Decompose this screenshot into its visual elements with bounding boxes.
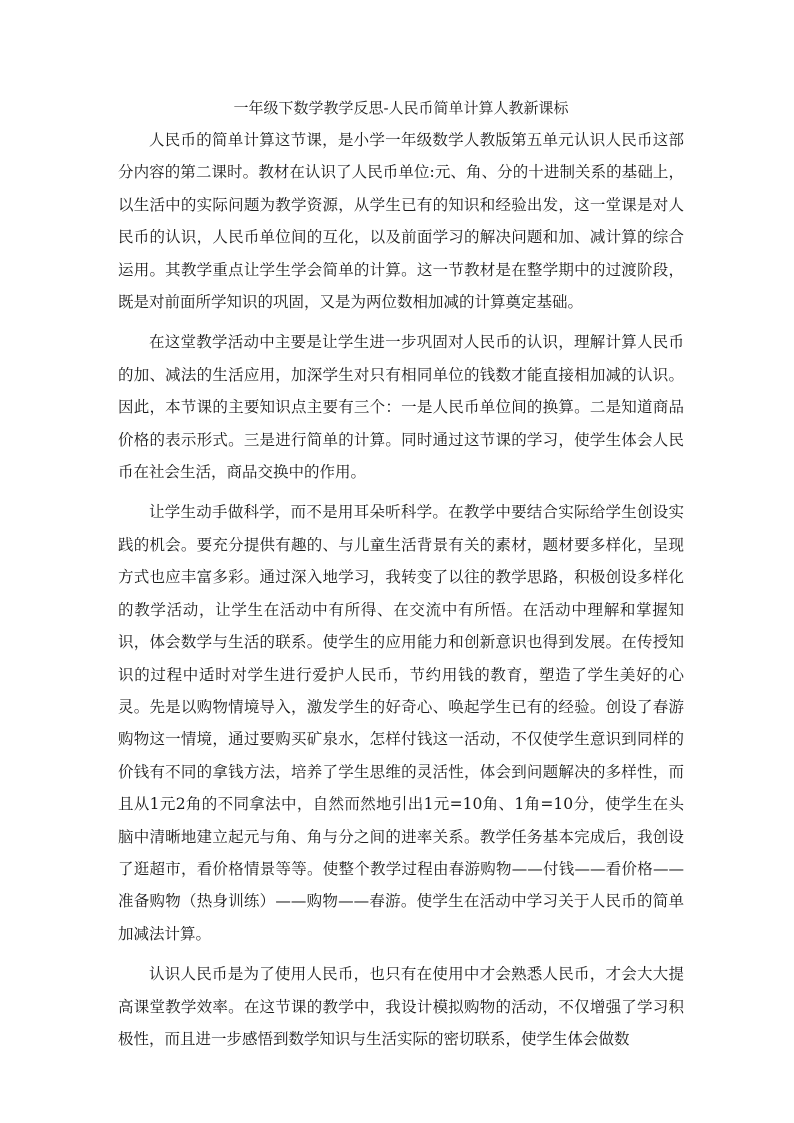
paragraph-3: 让学生动手做科学，而不是用耳朵听科学。在教学中要结合实际给学生创设实践的机会。要充分提供有趣的、与儿童生活背景有关的素材，题材要多样化，呈现方式也应丰富多彩。通过深入地学习，我转变了以往的教学思路，积极创设多样化的教学活动，让学生在活动中有所得、在交流中有所悟。在活动中理解和掌握知识，体会数学与生活的联系。使学生的应用能力和创新意识也得到发展。在传授知识的过程中适时对学生进行爱护人民币，节约用钱的教育，塑造了学生美好的心灵。先是以购物情境导入，激发学生的好奇心、唤起学生已有的经验。创设了春游购物这一情境，通过要购买矿泉水，怎样付钱这一活动，不仅使学生意识到同样的价钱有不同的拿钱方法，培养了学生思维的灵活性，体会到问题解决的多样性，而且从1元2角的不同拿法中，自然而然地引出1元=10角、1角=10分，使学生在头脑中清晰地建立起元与角、角与分之间的进率关系。教学任务基本完成后，我创设了逛超市，看价格情景等等。使整个教学过程由春游购物——付钱——看价格——准备购物（热身训练）——购物——春游。使学生在活动中学习关于人民币的简单加减法计算。 — [118, 503, 684, 943]
paragraph-1: 人民币的简单计算这节课，是小学一年级数学人教版第五单元认识人民币这部分内容的第二课时。教材在认识了人民币单位:元、角、分的十进制关系的基础上，以生活中的实际问题为教学资源，从学生已有的知识和经验出发，这一堂课是对人民币的认识，人民币单位间的互化，以及前面学习的解决问题和加、减计算的综合运用。其教学重点让学生学会简单的计算。这一节教材是在整学期中的过渡阶段，既是对前面所学知识的巩固，又是为两位数相加减的计算奠定基础。 — [118, 131, 684, 312]
paragraph-4: 认识人民币是为了使用人民币，也只有在使用中才会熟悉人民币，才会大大提高课堂教学效率。在这节课的教学中，我设计模拟购物的活动，不仅增强了学习积极性，而且进一步感悟到数学知识与生活实际的密切联系，使学生体会做数 — [118, 965, 684, 1048]
document-page — [118, 96, 684, 1063]
document-title: 一年级下数学教学反思-人民币简单计算人教新课标 — [233, 99, 569, 117]
paragraph-2: 在这堂教学活动中主要是让学生进一步巩固对人民币的认识，理解计算人民币的加、减法的生活应用，加深学生对只有相同单位的钱数才能直接相加减的认识。因此，本节课的主要知识点主要有三个：一是人民币单位间的换算。二是知道商品价格的表示形式。三是进行简单的计算。同时通过这节课的学习，使学生体会人民币在社会生活，商品交换中的作用。 — [118, 333, 684, 482]
